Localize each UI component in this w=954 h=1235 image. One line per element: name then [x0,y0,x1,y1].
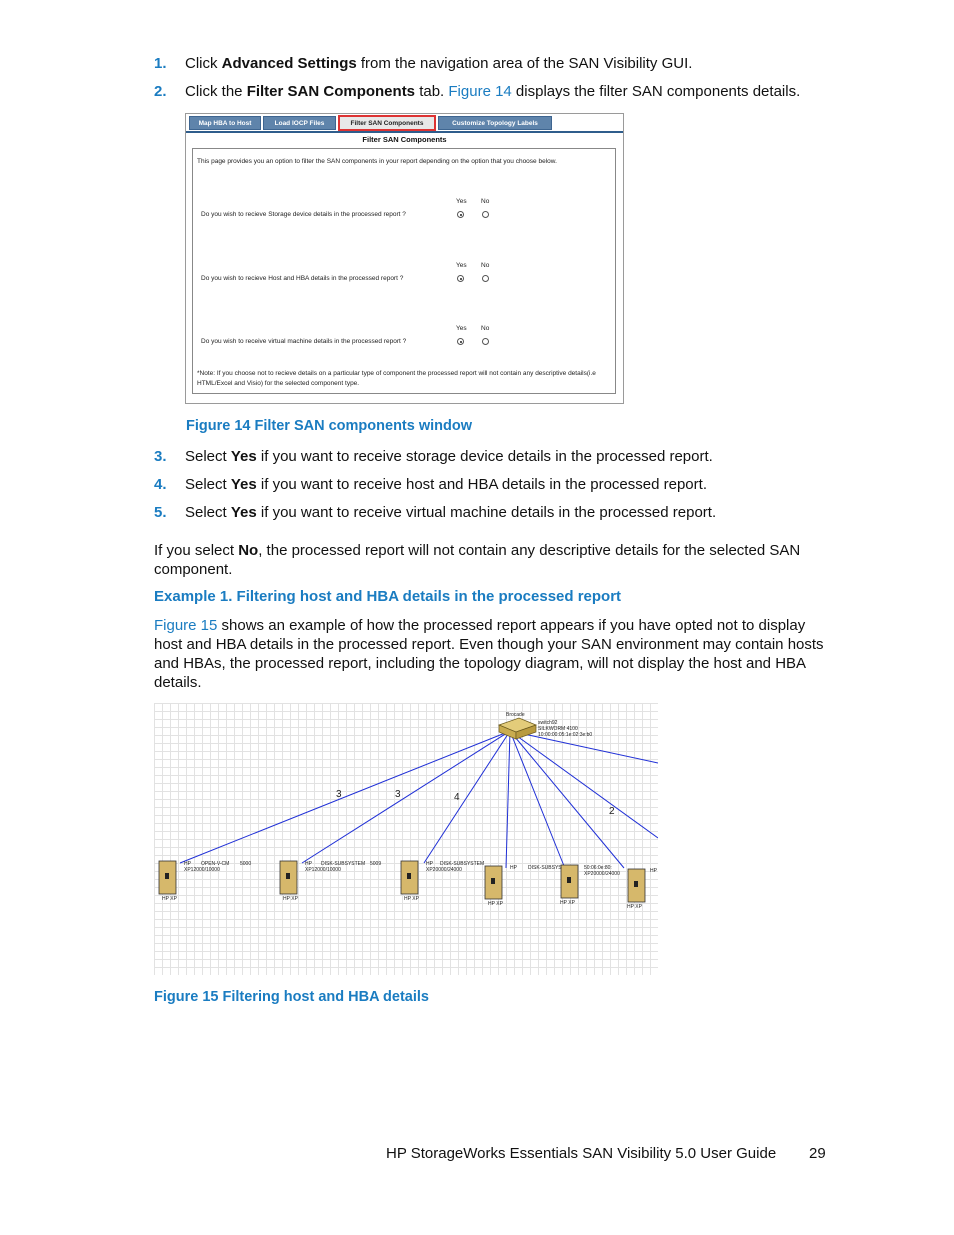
intro-text: This page provides you an option to filter the SAN components in your report depending on the option that you choose below. [197,158,557,165]
step-bold: Yes [230,476,257,493]
device-label: HP XP [488,901,503,907]
device-label: HP [305,861,312,867]
no-label: No [481,262,490,269]
paragraph-text: shows an example of how the processed report appears if you have opted not to display host and HBA details in the processed report. Even though your SAN environment may contain hosts and HBAs, the processed report, including the topology diagram, will not display the host and HBA details. [154,617,824,691]
link-line [506,731,510,868]
device-label: DISK-SUBSYSTEM [321,861,366,867]
filter-panel [192,148,616,394]
device-label: HP [426,861,433,867]
yes-label: Yes [456,325,467,332]
radio-storage-yes[interactable] [457,211,464,218]
link-count: 3 [395,789,401,800]
device-label: HP XP [404,896,419,902]
step-1 [154,55,692,73]
device-label: HP [184,861,191,867]
figure-14-link[interactable]: Figure 14 [448,83,512,100]
device-label: 50:06:0e:80: [584,865,612,871]
device-label: HP XP [283,896,298,902]
device-label: HP [510,865,517,871]
figure-15-caption: Figure 15 Filtering host and HBA details [154,989,429,1005]
step-2 [154,83,800,101]
yes-label: Yes [456,262,467,269]
radio-host-yes[interactable] [457,275,464,282]
tab-filter-san-components[interactable]: Filter SAN Components [338,115,436,131]
step-number: 2. [154,83,167,100]
device-label: 5000 [240,861,252,867]
page-number: 29 [809,1145,826,1162]
no-label: No [481,325,490,332]
storage-device-icons [159,861,645,902]
step-bold: Yes [230,504,257,521]
device-label: XP20000/24000 [584,871,620,877]
step-bold: Advanced Settings [221,55,357,72]
step-text: Click the [185,83,247,100]
link-count: 2 [609,806,615,817]
figure-15-link[interactable]: Figure 15 [154,617,218,634]
step-text: from the navigation area of the SAN Visibility GUI. [356,55,693,72]
device-label: OPEN-V-CM [201,861,230,867]
tab-bar [186,114,623,133]
device-label: HP XP [627,904,642,910]
topology-links [154,703,658,975]
device-label: HP XP [560,900,575,906]
tab-load-iocp-files[interactable]: Load IOCP Files [263,116,336,130]
footer-title: HP StorageWorks Essentials SAN Visibility 5.0 User Guide [386,1145,777,1162]
step-text: tab. [415,83,449,100]
link-count: 3 [336,789,342,800]
device-label: XP12000/10000 [305,867,341,873]
paragraph-bold: No [238,542,259,559]
yes-label: Yes [456,198,467,205]
link-count: 4 [454,792,460,803]
tab-customize-topology-labels[interactable]: Customize Topology Labels [438,116,552,130]
step-text: Select [185,448,231,465]
question-host-hba: Do you wish to recieve Host and HBA details in the processed report ? [201,275,404,282]
paragraph-figure-15 [154,616,834,692]
switch-label: SILKWORM 4100 [538,726,578,732]
tab-map-hba-to-host[interactable]: Map HBA to Host [189,116,261,130]
device-label: HP [650,868,657,874]
step-3 [154,448,713,466]
paragraph-text: If you select [154,542,239,559]
step-text: Click [185,55,222,72]
no-label: No [481,198,490,205]
device-label: DISK-SUBSYSTEM [440,861,485,867]
step-number: 4. [154,476,167,493]
paragraph-text: , the processed report will not contain any descriptive details for the selected SAN component. [154,542,801,578]
switch-vendor: Brocade [506,712,525,718]
link-line [510,731,564,866]
radio-host-no[interactable] [482,275,489,282]
step-text: if you want to receive host and HBA details in the processed report. [256,476,707,493]
question-storage: Do you wish to recieve Storage device details in the processed report ? [201,211,406,218]
question-vm: Do you wish to receive virtual machine details in the processed report ? [201,338,407,345]
link-line [180,731,510,863]
note-text: *Note: If you choose not to recieve details on a particular type of component the processed report will not contain any descriptive details(i.e HTML/Excel and Visio) for the selected component type. [197,370,596,387]
step-text: displays the filter SAN components details. [511,83,801,100]
step-bold: Yes [230,448,257,465]
step-number: 3. [154,448,167,465]
step-text: Select [185,476,231,493]
device-label: 5009 [370,861,382,867]
step-text: if you want to receive storage device details in the processed report. [256,448,713,465]
radio-vm-yes[interactable] [457,338,464,345]
paragraph-select-no [154,541,834,579]
step-text: Select [185,504,231,521]
step-number: 5. [154,504,167,521]
link-line [424,731,510,863]
step-number: 1. [154,55,167,72]
device-label: XP20000/24000 [426,867,462,873]
radio-vm-no[interactable] [482,338,489,345]
switch-label: 10:00:00:05:1e:02:3e:b0 [538,732,593,738]
figure-14-caption: Figure 14 Filter SAN components window [186,418,472,434]
radio-storage-no[interactable] [482,211,489,218]
device-label: XP12000/10000 [184,867,220,873]
device-label: HP XP [162,896,177,902]
step-bold: Filter SAN Components [246,83,416,100]
step-4 [154,476,707,494]
link-line [302,731,510,863]
example-heading: Example 1. Filtering host and HBA details in the processed report [154,588,622,605]
panel-title: Filter SAN Components [362,135,447,144]
figure-14-screenshot [185,113,624,404]
figure-15-topology [154,703,658,975]
step-5 [154,504,716,522]
step-text: if you want to receive virtual machine details in the processed report. [256,504,717,521]
switch-label: switch92 [538,720,558,726]
device-label: DISK-SUBSYS [528,865,562,871]
